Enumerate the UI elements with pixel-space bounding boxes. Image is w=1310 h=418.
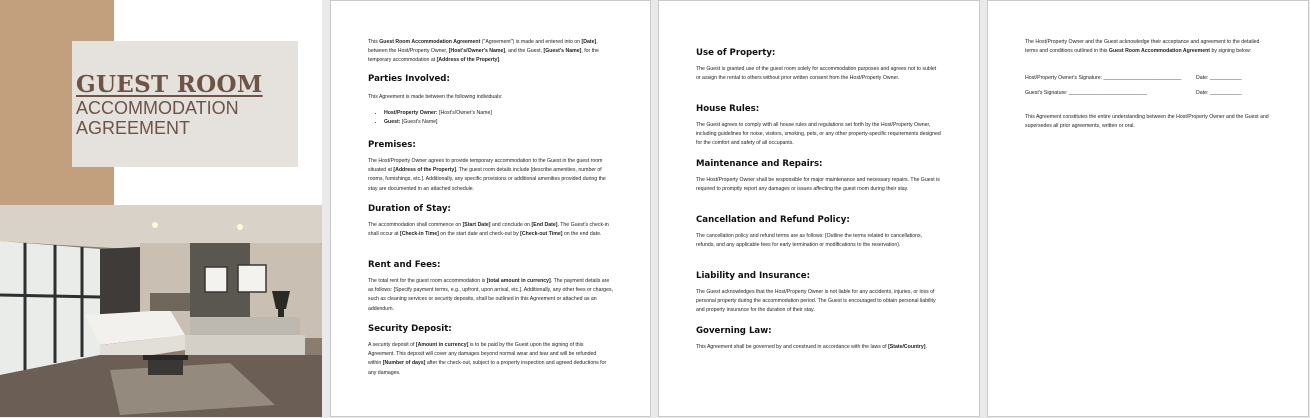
cover-page bbox=[0, 0, 322, 417]
host-date-field: Date: ___________ bbox=[1196, 75, 1242, 81]
section-heading: Parties Involved: bbox=[368, 74, 450, 84]
section-heading: Maintenance and Repairs: bbox=[696, 159, 823, 169]
cover-title-line3: AGREEMENT bbox=[76, 118, 191, 138]
section-rent: Rent and Fees: The total rent for the guest room accommodation is [total amount in currency]. The payment details are as follows: [Specify payment terms, e.g., upfront, upon arrival, etc.]. Additionally, any other fees or charges, such as cleaning services or security deposits, shall be outlined in this Agreement or attached as an addendum. bbox=[368, 260, 613, 312]
list-item-host: • Host/Property Owner: [Host's/Owner's Name] bbox=[384, 109, 608, 118]
host-signature-line bbox=[1025, 74, 1271, 83]
section-heading: House Rules: bbox=[696, 104, 760, 114]
section-heading: Security Deposit: bbox=[368, 324, 452, 334]
section-heading: Rent and Fees: bbox=[368, 260, 441, 270]
section-text: The Host/Property Owner shall be responsible for major maintenance and necessary repairs. The Guest is required to promptly report any damages or issues affecting the guest room during their stay. bbox=[696, 177, 940, 193]
agreement-page-2 bbox=[330, 0, 651, 417]
section-text: The cancellation policy and refund terms are as follows: [Outline the terms related to cancellations, refunds, and any applicable fees for early termination or modifications to the reservation). bbox=[696, 233, 923, 249]
section-heading: Duration of Stay: bbox=[368, 204, 451, 214]
section-text: The Guest acknowledges that the Host/Property Owner is not liable for any accidents, injuries, or loss of personal property during the accommodation period. The Guest is encouraged to obtain personal liability and property insurance for the duration of their stay. bbox=[696, 289, 936, 314]
section-premises: Premises: The Host/Property Owner agrees to provide temporary accommodation to the Guest in the guest room situated at [Address of the Property]. The guest room details include [describe amenities, number of rooms, furnishings, etc.]. Additionally, any specific provisions or additional amenities provided during the stay are documented in an attached schedule. bbox=[368, 140, 614, 194]
acknowledgement-paragraph: The Host/Property Owner and the Guest acknowledge their acceptance and agreement to the detailed terms and conditions outlined in this Guest Room Accommodation Agreement by signing below: bbox=[1025, 39, 1260, 55]
section-heading: Liability and Insurance: bbox=[696, 271, 811, 281]
guest-date-field: Date: ___________ bbox=[1196, 90, 1242, 96]
section-heading: Use of Property: bbox=[696, 48, 776, 58]
hotel-room-photo bbox=[0, 205, 322, 417]
section-text: The Guest agrees to comply with all house rules and regulations set forth by the Host/Property Owner, including guidelines for noise, visitors, smoking, pets, or any other property-specific requirements designed for the comfort and safety of all occupants. bbox=[696, 122, 941, 147]
cover-title-box bbox=[72, 41, 298, 167]
section-heading: Cancellation and Refund Policy: bbox=[696, 215, 850, 225]
agreement-page-4 bbox=[987, 0, 1309, 417]
section-maintenance bbox=[696, 159, 944, 194]
guest-signature-field: Guest's Signature: ___________________________ bbox=[1025, 90, 1147, 96]
cover-title-sub bbox=[76, 98, 296, 138]
host-signature-field: Host/Property Owner's Signature: ___________________________ bbox=[1025, 75, 1182, 81]
section-governing-law: Governing Law: This Agreement shall be governed by and construed in accordance with the laws of [State/Country]. bbox=[696, 326, 942, 352]
section-liability bbox=[696, 271, 942, 316]
intro-paragraph: This Guest Room Accommodation Agreement ("Agreement") is made and entered into on [Date], between the Host/Property Owner, [Host's/Owner's Name], and the Guest, [Guest's Name], for the temporary accommodation at [Address of the Property]. bbox=[368, 39, 599, 64]
section-house-rules bbox=[696, 104, 942, 149]
cover-title-main: GUEST ROOM bbox=[76, 71, 263, 98]
section-heading: Premises: bbox=[368, 140, 416, 150]
agreement-page-3 bbox=[658, 0, 980, 417]
section-text: The Guest is granted use of the guest room solely for accommodation purposes and agrees not to sublet or assign the rental to others without prior written consent from the Host/Property Owner. bbox=[696, 66, 937, 82]
section-heading: Governing Law: bbox=[696, 326, 772, 336]
list-item-guest: • Guest: [Guest's Name] bbox=[384, 118, 608, 127]
guest-signature-line bbox=[1025, 89, 1271, 98]
section-duration: Duration of Stay: The accommodation shall commence on [Start Date] and conclude on [End Date]. The Guest's check-in shall occur at [Check-in Time] on the start date and check-out by [Check-out Time] on the end date. bbox=[368, 204, 612, 239]
cover-title-line2: ACCOMMODATION bbox=[76, 98, 239, 118]
section-text: This Agreement is made between the following individuals: bbox=[368, 94, 503, 100]
closing-paragraph: This Agreement constitutes the entire understanding between the Host/Property Owner and the Guest and supersedes all prior agreements, written or oral. bbox=[1025, 114, 1269, 130]
section-parties bbox=[368, 74, 608, 128]
section-use-of-property bbox=[696, 48, 942, 83]
section-deposit: Security Deposit: A security deposit of [Amount in currency] is to be paid by the Guest upon the signing of this Agreement. This deposit will cover any damages beyond normal wear and tear and will be refunded within [Number of days] after the check-out, subject to a property inspection and agreed deductions for any damages. bbox=[368, 324, 607, 376]
section-cancellation bbox=[696, 215, 936, 250]
